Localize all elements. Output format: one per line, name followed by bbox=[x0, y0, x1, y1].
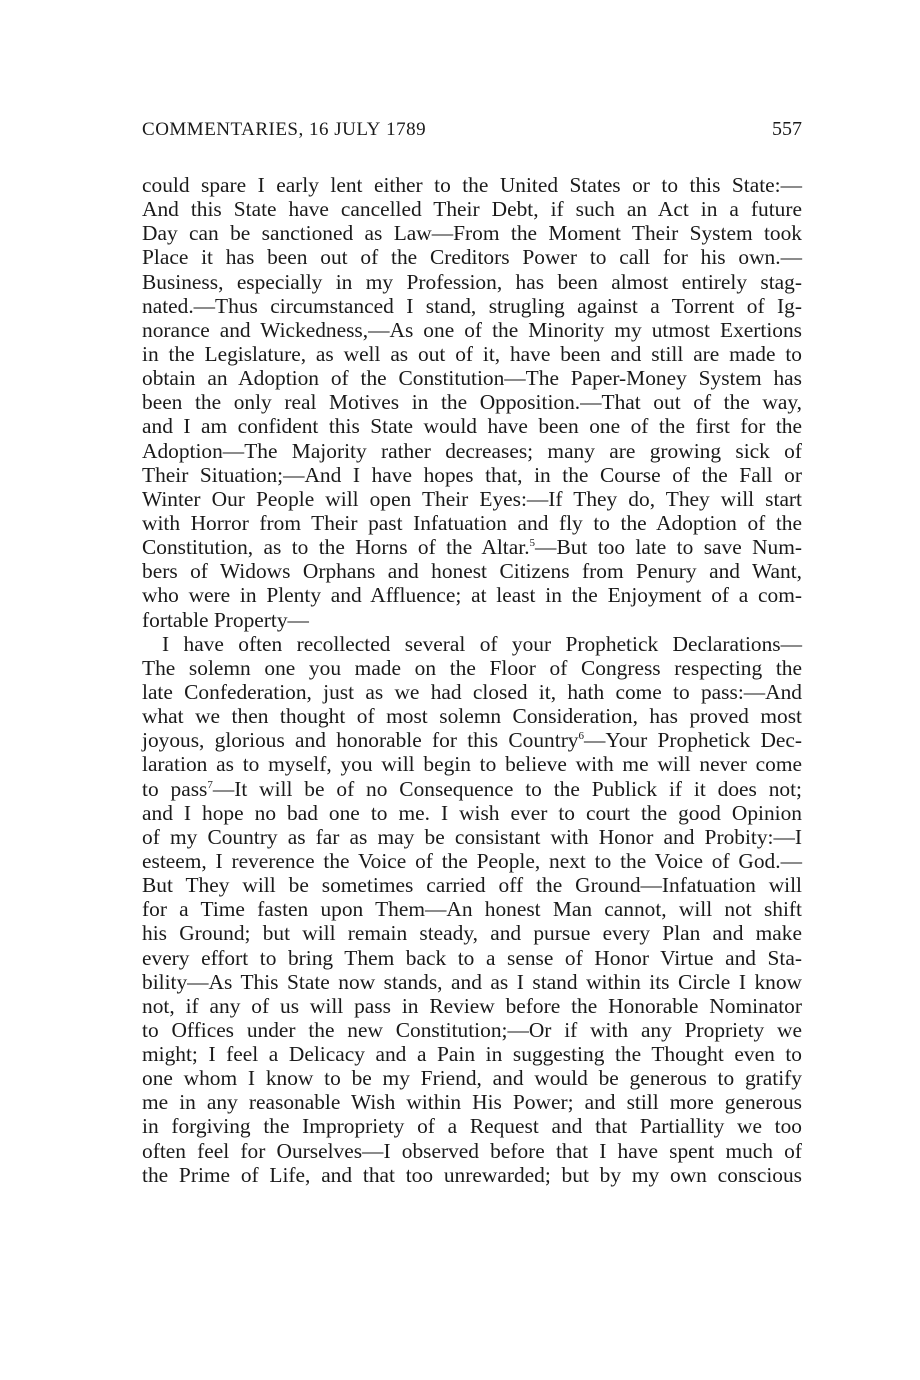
text-line: Their Situation;—And I have hopes that, in the Course of the Fall or bbox=[142, 462, 802, 487]
text-line: bility—As This State now stands, and as I stand within its Circle I know bbox=[142, 969, 802, 994]
text-line: one whom I know to be my Friend, and would be generous to gratify bbox=[142, 1066, 802, 1091]
text-line bbox=[142, 777, 802, 801]
text-line: fortable Property— bbox=[142, 607, 309, 632]
text-line: every effort to bring Them back to a sense of Honor Virtue and Sta- bbox=[142, 945, 802, 970]
text-fragment: —But too late to save Num- bbox=[535, 535, 802, 560]
running-head-month-caps: ULY bbox=[342, 119, 381, 140]
text-line bbox=[142, 535, 802, 559]
running-head bbox=[142, 118, 802, 158]
text-line: what we then thought of most solemn Consideration, has proved most bbox=[142, 704, 802, 729]
text-line: laration as to myself, you will begin to believe with me will never come bbox=[142, 752, 802, 777]
text-line: been the only real Motives in the Opposition.—That out of the way, bbox=[142, 390, 802, 415]
text-line: The solemn one you made on the Floor of Congress respecting the bbox=[142, 655, 802, 680]
text-line: Place it has been out of the Creditors Power to call for his own.— bbox=[142, 245, 802, 270]
text-line: to Offices under the new Constitution;—Or if with any Propriety we bbox=[142, 1017, 802, 1042]
text-line: Day can be sanctioned as Law—From the Moment Their System took bbox=[142, 221, 802, 246]
text-line: Winter Our People will open Their Eyes:—If They do, They will start bbox=[142, 486, 802, 511]
text-fragment: joyous, glorious and honorable for this Country bbox=[142, 728, 579, 753]
text-line: his Ground; but will remain steady, and pursue every Plan and make bbox=[142, 921, 802, 946]
text-line: might; I feel a Delicacy and a Pain in suggesting the Thought even to bbox=[142, 1042, 802, 1067]
running-head-month-initial: J bbox=[334, 119, 343, 140]
text-line bbox=[142, 728, 802, 752]
text-line: esteem, I reverence the Voice of the People, next to the Voice of God.— bbox=[142, 848, 802, 873]
footnote-marker-5: 5 bbox=[529, 537, 536, 550]
text-line: I have often recollected several of your Prophetick Declarations— bbox=[162, 631, 802, 656]
text-line: could spare I early lent either to the United States or to this State:— bbox=[142, 173, 802, 197]
footnote-marker-6: 6 bbox=[578, 730, 585, 743]
text-line: Business, especially in my Profession, has been almost entirely stag- bbox=[142, 269, 802, 294]
text-line: Adoption—The Majority rather decreases; many are growing sick of bbox=[142, 438, 802, 463]
text-line: with Horror from Their past Infatuation and fly to the Adoption of the bbox=[142, 510, 802, 535]
text-line: not, if any of us will pass in Review before the Honorable Nominator bbox=[142, 993, 802, 1018]
running-head-day: , 16 bbox=[298, 119, 335, 140]
text-line: for a Time fasten upon Them—An honest Man cannot, will not shift bbox=[142, 897, 802, 922]
text-fragment: to pass bbox=[142, 776, 208, 801]
body-text bbox=[142, 173, 802, 1187]
text-line: And this State have cancelled Their Debt, if such an Act in a future bbox=[142, 197, 802, 222]
text-fragment: —Your Prophetick Dec- bbox=[584, 728, 802, 753]
text-line: in forgiving the Impropriety of a Request and that Partiallity we too bbox=[142, 1114, 802, 1139]
text-fragment: —It will be of no Consequence to the Publick if it does not; bbox=[212, 776, 802, 801]
text-line: of my Country as far as may be consistant with Honor and Probity:—I bbox=[142, 824, 802, 849]
running-head-initial: C bbox=[142, 119, 156, 140]
text-line: obtain an Adoption of the Constitution—The Paper-Money System has bbox=[142, 366, 802, 391]
text-line: and I am confident this State would have been one of the first for the bbox=[142, 414, 802, 439]
running-head-year: 1789 bbox=[380, 119, 427, 140]
text-line: in the Legislature, as well as out of it, have been and still are made to bbox=[142, 341, 802, 366]
text-line: But They will be sometimes carried off the Ground—Infatuation will bbox=[142, 873, 802, 898]
text-line: the Prime of Life, and that too unrewarded; but by my own conscious bbox=[142, 1162, 802, 1187]
text-line: and I hope no bad one to me. I wish ever to court the good Opinion bbox=[142, 800, 802, 825]
text-line: bers of Widows Orphans and honest Citizens from Penury and Want, bbox=[142, 559, 802, 584]
document-page bbox=[142, 118, 802, 1187]
running-head-title bbox=[142, 119, 426, 141]
page-number: 557 bbox=[772, 118, 802, 140]
text-line: who were in Plenty and Affluence; at least in the Enjoyment of a com- bbox=[142, 583, 802, 608]
text-line: norance and Wickedness,—As one of the Minority my utmost Exertions bbox=[142, 317, 802, 342]
text-line: nated.—Thus circumstanced I stand, strugling against a Torrent of Ig- bbox=[142, 293, 802, 318]
text-fragment: Constitution, as to the Horns of the Altar. bbox=[142, 535, 530, 560]
text-line: often feel for Ourselves—I observed before that I have spent much of bbox=[142, 1138, 802, 1163]
text-line: late Confederation, just as we had closed it, hath come to pass:—And bbox=[142, 679, 802, 704]
footnote-marker-7: 7 bbox=[207, 778, 213, 791]
running-head-caps: OMMENTARIES bbox=[155, 119, 299, 140]
text-line: me in any reasonable Wish within His Power; and still more generous bbox=[142, 1090, 802, 1115]
